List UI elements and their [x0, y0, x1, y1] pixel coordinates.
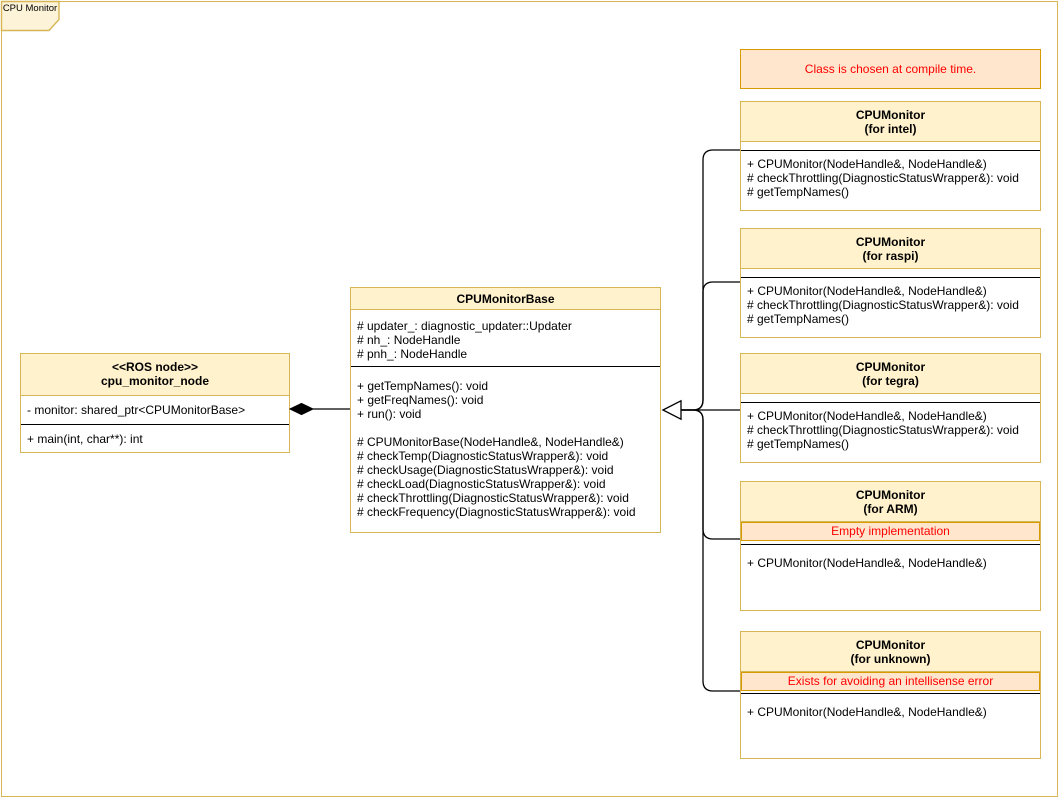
method: + run(): void [357, 407, 422, 421]
method: + CPUMonitor(NodeHandle&, NodeHandle&) [747, 705, 987, 719]
empty-attributes [741, 394, 1040, 403]
method: + CPUMonitor(NodeHandle&, NodeHandle&) [747, 157, 987, 171]
class-note: Exists for avoiding an intellisense error [741, 672, 1040, 691]
class-name: CPUMonitor [855, 488, 926, 502]
method: # checkThrottling(DiagnosticStatusWrapper&): void [747, 171, 1019, 185]
class-name: CPUMonitor [855, 360, 926, 374]
method: # checkUsage(DiagnosticStatusWrapper&): void [357, 463, 614, 477]
class-note: Empty implementation [741, 522, 1040, 541]
method: # checkLoad(DiagnosticStatusWrapper&): void [357, 477, 606, 491]
class-cpumonitor-raspi[interactable] [740, 228, 1041, 338]
class-cpumonitor-intel[interactable] [740, 101, 1041, 211]
attribute: # updater_: diagnostic_updater::Updater [357, 319, 572, 333]
class-subtitle: (for raspi) [862, 249, 919, 263]
class-subtitle: (for intel) [864, 122, 917, 136]
method: + getFreqNames(): void [357, 393, 484, 407]
class-header [741, 632, 1040, 672]
class-methods [741, 151, 1040, 210]
class-cpumonitorbase[interactable] [350, 287, 661, 533]
compile-time-note-text: Class is chosen at compile time. [804, 62, 977, 76]
attribute: # nh_: NodeHandle [357, 333, 461, 347]
class-name: CPUMonitor [855, 235, 926, 249]
class-header [741, 102, 1040, 142]
method: + getTempNames(): void [357, 379, 489, 393]
class-name: CPUMonitor [855, 108, 926, 122]
class-stereotype: <<ROS node>> [111, 360, 199, 374]
method: + CPUMonitor(NodeHandle&, NodeHandle&) [747, 556, 987, 570]
attribute: # pnh_: NodeHandle [357, 347, 468, 361]
empty-attributes [741, 269, 1040, 278]
class-methods [21, 425, 289, 452]
attribute: - monitor: shared_ptr<CPUMonitorBase> [27, 403, 246, 417]
method: + CPUMonitor(NodeHandle&, NodeHandle&) [747, 409, 987, 423]
class-subtitle: (for ARM) [863, 502, 918, 516]
method: # checkThrottling(DiagnosticStatusWrapper&): void [747, 423, 1019, 437]
class-cpumonitor-tegra[interactable] [740, 353, 1041, 463]
class-cpumonitor-arm[interactable] [740, 481, 1041, 611]
method: # getTempNames() [747, 312, 850, 326]
class-header [21, 354, 289, 396]
method: # CPUMonitorBase(NodeHandle&, NodeHandle&) [357, 435, 624, 449]
class-attributes [21, 396, 289, 425]
class-header [741, 354, 1040, 394]
method-spacer [357, 421, 656, 435]
class-methods [741, 694, 1040, 758]
class-header [351, 288, 660, 310]
class-header [741, 229, 1040, 269]
class-methods [741, 278, 1040, 337]
class-methods [351, 367, 660, 532]
class-header [741, 482, 1040, 522]
class-subtitle: (for unknown) [850, 652, 931, 666]
empty-attributes [741, 142, 1040, 151]
method: + main(int, char**): int [27, 432, 143, 446]
method: # getTempNames() [747, 437, 850, 451]
compile-time-note[interactable] [740, 49, 1041, 89]
class-name: CPUMonitorBase [456, 292, 555, 306]
method: # checkFrequency(DiagnosticStatusWrapper&): void [357, 505, 636, 519]
class-cpu-monitor-node[interactable] [20, 353, 290, 453]
frame-tab-label: CPU Monitor [2, 3, 58, 14]
method: # checkThrottling(DiagnosticStatusWrapper&): void [747, 298, 1019, 312]
method: # checkTemp(DiagnosticStatusWrapper&): void [357, 449, 609, 463]
method: + CPUMonitor(NodeHandle&, NodeHandle&) [747, 284, 987, 298]
class-methods [741, 545, 1040, 610]
class-methods [741, 403, 1040, 462]
class-name: cpu_monitor_node [100, 374, 209, 388]
class-cpumonitor-unknown[interactable] [740, 631, 1041, 759]
class-attributes [351, 310, 660, 367]
class-subtitle: (for tegra) [862, 374, 919, 388]
method: # checkThrottling(DiagnosticStatusWrapper&): void [357, 491, 629, 505]
class-name: CPUMonitor [855, 638, 926, 652]
method: # getTempNames() [747, 185, 850, 199]
